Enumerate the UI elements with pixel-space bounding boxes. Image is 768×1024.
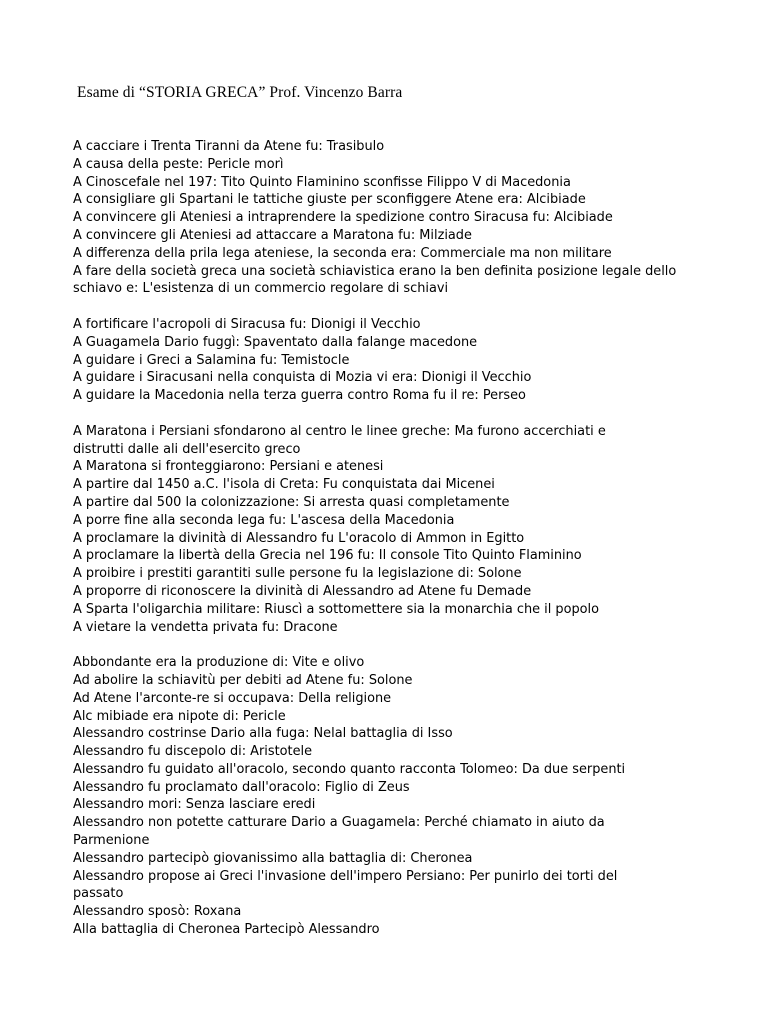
text-line: A proclamare la divinità di Alessandro fu L'oracolo di Ammon in Egitto bbox=[73, 530, 525, 546]
text-line: Parmenione bbox=[73, 833, 150, 849]
text-line: Alessandro fu proclamato dall'oracolo: Figlio di Zeus bbox=[73, 779, 410, 795]
text-line: Alessandro fu discepolo di: Aristotele bbox=[73, 744, 313, 760]
text-line: Alla battaglia di Cheronea Partecipò Alessandro bbox=[73, 922, 380, 938]
text-line: A Guagamela Dario fuggì: Spaventato dalla falange macedone bbox=[73, 334, 478, 350]
text-line: Alessandro partecipò giovanissimo alla battaglia di: Cheronea bbox=[73, 850, 473, 866]
text-line: Alessandro fu guidato all'oracolo, secondo quanto racconta Tolomeo: Da due serpenti bbox=[73, 761, 626, 777]
text-line: Abbondante era la produzione di: Vite e olivo bbox=[73, 655, 365, 671]
text-line: passato bbox=[73, 886, 124, 902]
text-line: A guidare la Macedonia nella terza guerra contro Roma fu il re: Perseo bbox=[73, 388, 526, 404]
text-line: A convincere gli Ateniesi a intraprendere la spedizione contro Siracusa fu: Alcibiade bbox=[73, 210, 613, 226]
text-line: A Maratona si fronteggiarono: Persiani e atenesi bbox=[73, 459, 384, 475]
text-line: Ad abolire la schiavitù per debiti ad Atene fu: Solone bbox=[73, 672, 413, 688]
paragraph-group bbox=[73, 423, 743, 637]
text-line: A partire dal 1450 a.C. l'isola di Creta: Fu conquistata dai Micenei bbox=[73, 477, 495, 493]
paragraph-group bbox=[73, 654, 743, 939]
text-line: A porre fine alla seconda lega fu: L'ascesa della Macedonia bbox=[73, 512, 455, 528]
text-line: A vietare la vendetta privata fu: Dracone bbox=[73, 619, 338, 635]
text-line: schiavo e: L'esistenza di un commercio regolare di schiavi bbox=[73, 281, 449, 297]
text-line: A guidare i Greci a Salamina fu: Temistocle bbox=[73, 352, 350, 368]
text-line: A causa della peste: Pericle morì bbox=[73, 156, 284, 172]
text-line: A convincere gli Ateniesi ad attaccare a Maratona fu: Milziade bbox=[73, 227, 472, 243]
text-line: A Maratona i Persiani sfondarono al centro le linee greche: Ma furono accerchiati e bbox=[73, 423, 606, 439]
text-line: Alessandro sposò: Roxana bbox=[73, 904, 242, 920]
document-body bbox=[73, 138, 743, 957]
text-line: A differenza della prila lega ateniese, la seconda era: Commerciale ma non militare bbox=[73, 245, 612, 261]
paragraph-group bbox=[73, 316, 743, 405]
paragraph-group bbox=[73, 138, 743, 298]
text-line: A partire dal 500 la colonizzazione: Si arresta quasi completamente bbox=[73, 494, 510, 510]
text-line: Ad Atene l'arconte-re si occupava: Della religione bbox=[73, 690, 392, 706]
text-line: Alessandro propose ai Greci l'invasione dell'impero Persiano: Per punirlo dei torti del bbox=[73, 868, 618, 884]
text-line: distrutti dalle ali dell'esercito greco bbox=[73, 441, 301, 457]
text-line: A fortificare l'acropoli di Siracusa fu: Dionigi il Vecchio bbox=[73, 316, 421, 332]
text-line: A Cinoscefale nel 197: Tito Quinto Flaminino sconfisse Filippo V di Macedonia bbox=[73, 174, 571, 190]
text-line: A consigliare gli Spartani le tattiche giuste per sconfiggere Atene era: Alcibiade bbox=[73, 192, 586, 208]
text-line: A fare della società greca una società schiavistica erano la ben definita posizione legale dello bbox=[73, 263, 677, 279]
text-line: A proporre di riconoscere la divinità di Alessandro ad Atene fu Demade bbox=[73, 583, 532, 599]
text-line: Alessandro non potette catturare Dario a Guagamela: Perché chiamato in aiuto da bbox=[73, 815, 605, 831]
text-line: A proclamare la libertà della Grecia nel 196 fu: Il console Tito Quinto Flaminino bbox=[73, 548, 582, 564]
text-line: Alessandro mori: Senza lasciare eredi bbox=[73, 797, 316, 813]
text-line: Alc mibiade era nipote di: Pericle bbox=[73, 708, 286, 724]
document-title: Esame di “STORIA GRECA” Prof. Vincenzo Barra bbox=[77, 84, 403, 101]
text-line: A Sparta l'oligarchia militare: Riuscì a sottomettere sia la monarchia che il popolo bbox=[73, 601, 600, 617]
text-line: Alessandro costrinse Dario alla fuga: Nelal battaglia di Isso bbox=[73, 726, 453, 742]
text-line: A proibire i prestiti garantiti sulle persone fu la legislazione di: Solone bbox=[73, 566, 522, 582]
text-line: A guidare i Siracusani nella conquista di Mozia vi era: Dionigi il Vecchio bbox=[73, 370, 532, 386]
text-line: A cacciare i Trenta Tiranni da Atene fu: Trasibulo bbox=[73, 139, 385, 154]
